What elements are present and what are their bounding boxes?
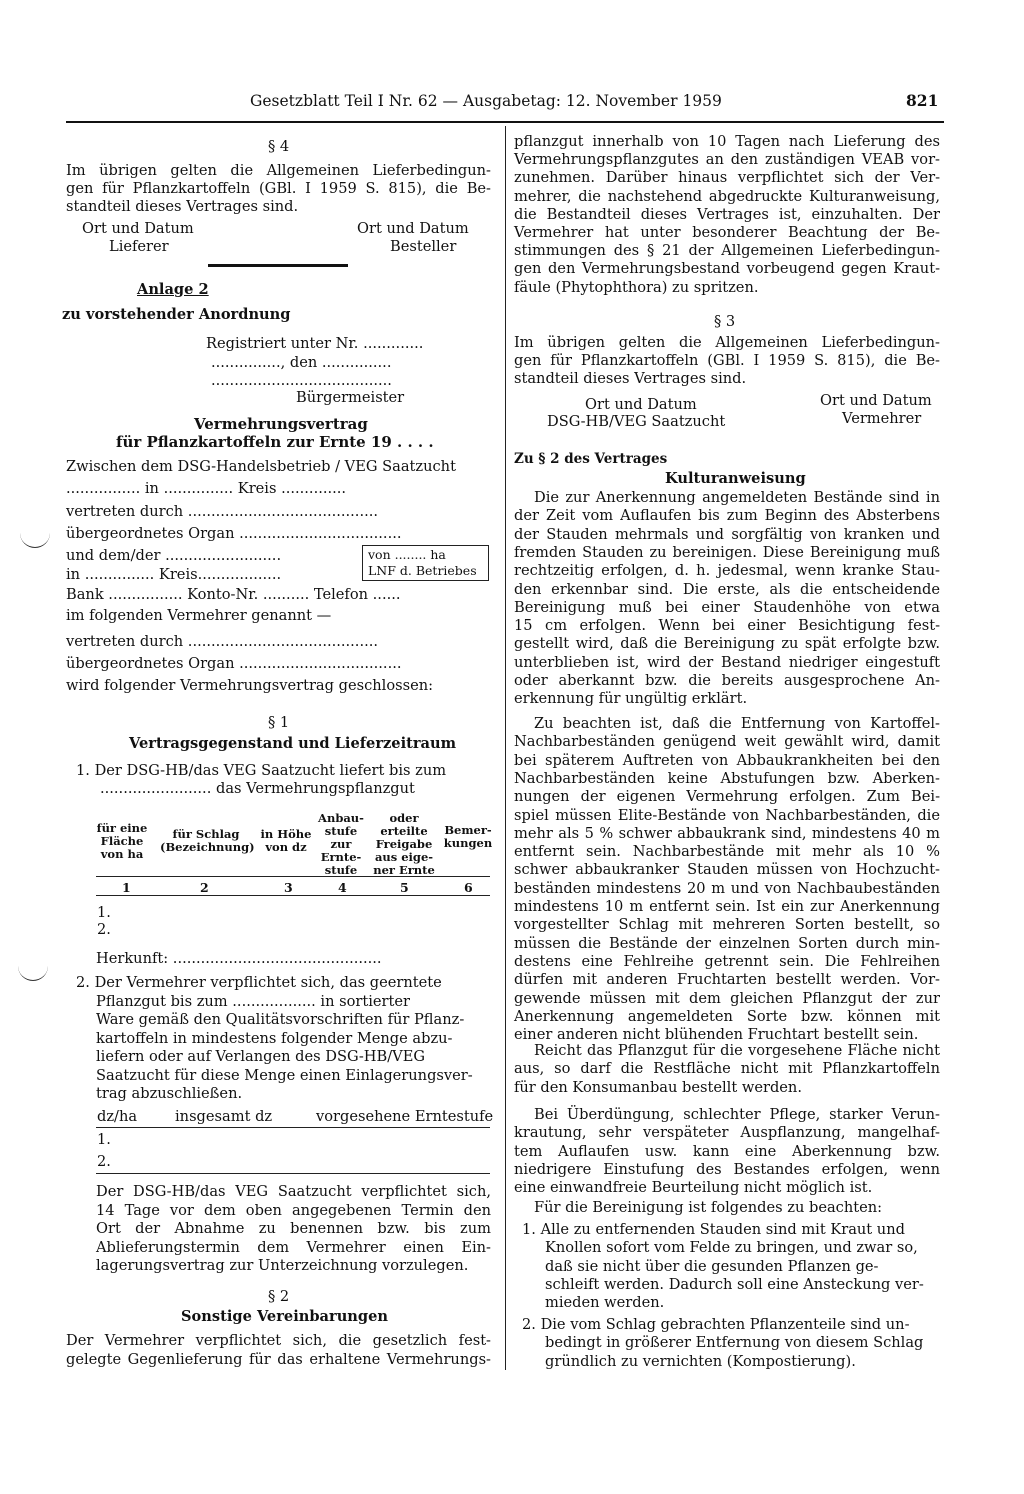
continuation-line: pflanzgut innerhalb von 10 Tagen nach Lieferung des [514, 133, 940, 150]
signature-left-role: Lieferer [109, 238, 169, 255]
dsg-line: 14 Tage vor dem oben angegebenen Termin den [96, 1201, 491, 1219]
kultur-paragraph-2-line: vorgestellter Schlag mit mehreren Sorten bestellt, so [514, 916, 940, 934]
kultur-paragraph-2-line: einer anderen nicht blühenden Fruchtart bestellt sein. [514, 1026, 919, 1044]
kultur-paragraph-2-line: mindestens 10 m entfernt sein. Ist ein zur Anerkennung [514, 898, 940, 915]
continuation-line: gen den Vermehrungsbestand vorbeugend gegen Kraut- [514, 260, 940, 278]
registration-line: Registriert unter Nr. ............. [206, 335, 424, 352]
dsg-line: lagerungsvertrag zur Unterzeichnung vorzulegen. [96, 1257, 469, 1274]
header-rule [66, 121, 944, 123]
kultur-paragraph-2-line: entfernt sein. Nachbarbestände mit mehr als 10 % [514, 843, 940, 861]
kultur-list-item-line: 1. Alle zu entfernenden Stauden sind mit Kraut und [522, 1221, 905, 1238]
kultur-list-item-line: gründlich zu vernichten (Kompostierung). [545, 1352, 856, 1370]
page-number: 821 [906, 91, 939, 110]
anlage-label: Anlage 2 [137, 281, 209, 298]
dsg-line: Ort der Abnahme zu benennen bzw. bis zum [96, 1220, 491, 1237]
item-2-line: liefern oder auf Verlangen des DSG-HB/VEG [96, 1048, 426, 1065]
contract-subtitle: für Pflanzkartoffeln zur Ernte 19 . . . . [116, 433, 434, 451]
kultur-paragraph-1-line: erkennung für ungültig erklärt. [514, 690, 748, 708]
separator-rule [208, 264, 348, 267]
form-line: im folgenden Vermehrer genannt — [66, 607, 332, 624]
kultur-paragraph-2-line: Nachbarbeständen keine Abstufungen bzw. Aberken- [514, 769, 940, 787]
contract-title: Vermehrungsvertrag [194, 415, 368, 433]
continuation-line: Vermehrer hat unter besonderer Beachtung der Be- [514, 224, 940, 241]
form-line: vertreten durch ......................................... [66, 503, 378, 520]
item-2-line: Saatzucht für diese Menge einen Einlagerungsver- [96, 1066, 473, 1084]
section-3-heading: § 3 [714, 313, 736, 330]
continuation-line: zunehmen. Darüber hinaus verpflichtet sich der Ver- [514, 169, 940, 187]
signature-2-right-place: Ort und Datum [820, 392, 932, 409]
item-1-line-2: ........................ das Vermehrungspflanzgut [100, 780, 415, 797]
kultur-paragraph-2-line: schwer abbaukranker Stauden müssen von Hochzucht- [514, 861, 940, 879]
kultur-paragraph-2-line: spiel müssen Elite-Bestände von Nachbarbeständen, die [514, 806, 940, 824]
signature-right-role: Besteller [390, 238, 457, 255]
table-1-column-number: 3 [284, 880, 293, 895]
continuation-line: die Bestandteil dieses Vertrages ist, einzuhalten. Der [514, 205, 940, 223]
kultur-paragraph-4-line: tem Auflaufen usw. kann eine Aberkennung bzw. [514, 1142, 940, 1160]
kultur-list-item-line: daß sie nicht über die gesunden Pflanzen ge- [545, 1257, 879, 1275]
kultur-list-item-line: schleift werden. Dadurch soll eine Ansteckung ver- [545, 1275, 924, 1293]
section-4-heading: § 4 [268, 138, 290, 155]
signature-2-left-place: Ort und Datum [585, 396, 697, 413]
kultur-paragraph-1-line: unterblieben ist, wird der Bestand niedriger eingestuft [514, 653, 940, 671]
header-title: Gesetzblatt Teil I Nr. 62 — Ausgabetag: 12. November 1959 [250, 92, 722, 110]
section-4-line: standteil dieses Vertrages sind. [66, 198, 299, 215]
form-line: übergeordnetes Organ ................................... [66, 525, 402, 542]
continuation-line: fäule (Phytophthora) zu spritzen. [514, 278, 759, 296]
table-1-rule-bottom [96, 895, 490, 896]
form-line: vertreten durch ......................................... [66, 633, 378, 650]
table-1-column-number: 5 [400, 880, 409, 895]
table-1-header: Bemer- kungen [443, 823, 493, 850]
table-1-header: für Schlag (Bezeichnung) [160, 827, 255, 854]
section-4-line: Im übrigen gelten die Allgemeinen Lieferbedingun- [66, 162, 491, 179]
kultur-paragraph-2-line: bei späterem Auftreten von Abbaukrankheiten bei den [514, 751, 940, 769]
kultur-paragraph-4-line: Bei Überdüngung, schlechter Pflege, starker Verun- [534, 1106, 940, 1123]
section-2-line: gelegte Gegenlieferung für das erhaltene Vermehrungs- [66, 1350, 491, 1368]
area-box-line-2: LNF d. Betriebes [368, 563, 477, 578]
kultur-paragraph-2-line: beständen mindestens 20 m und von Nachbaubeständen [514, 879, 940, 897]
table-2-rule-bottom [96, 1173, 490, 1174]
table-1-header: Anbau- stufe zur Ernte- stufe [318, 811, 364, 877]
form-line: ................ in ............... Kreis .............. [66, 480, 347, 497]
table-2-row-1: 1. [97, 1131, 111, 1148]
item-2-line: trag abzuschließen. [96, 1085, 243, 1102]
form-line: übergeordnetes Organ ................................... [66, 655, 402, 672]
continuation-line: Vermehrungspflanzgutes an den zuständigen VEAB vor- [514, 151, 940, 169]
item-1-line-1: 1. Der DSG-HB/das VEG Saatzucht liefert bis zum [76, 762, 447, 779]
kultur-list-item-line: bedingt in größerer Entfernung von diesem Schlag [545, 1334, 924, 1352]
kultur-paragraph-2-line: müssen die Bestände der einzelnen Sorten durch min- [514, 934, 940, 952]
kultur-paragraph-1-line: Die zur Anerkennung angemeldeten Bestände sind in [534, 489, 940, 506]
kultur-list-item-line: 2. Die vom Schlag gebrachten Pflanzenteile sind un- [522, 1316, 910, 1333]
anordnung-label: zu vorstehender Anordnung [62, 306, 291, 323]
dsg-line: Ablieferungstermin dem Vermehrer einen Ein- [96, 1238, 491, 1256]
registration-line: ....................................... [211, 372, 392, 389]
buergermeister-label: Bürgermeister [296, 389, 405, 406]
kultur-paragraph-2-line: Nachbarbeständen genügend weit gewählt wird, damit [514, 733, 940, 751]
table-2-row-2: 2. [97, 1153, 111, 1170]
kultur-paragraph-3-line: aus, so darf die Restfläche nicht mit Pflanzkartoffeln [514, 1060, 940, 1078]
table-1-column-number: 4 [338, 880, 347, 895]
area-box-line-1: von ........ ha [368, 547, 446, 562]
table-1-header: für eine Fläche von ha [96, 821, 148, 861]
table-1-row-1: 1. [97, 904, 111, 921]
form-line: Bank ................ Konto-Nr. .......... Telefon ...... [66, 586, 401, 603]
signature-2-left-role: DSG-HB/VEG Saatzucht [547, 413, 726, 430]
table-1-header: in Höhe von dz [260, 827, 312, 854]
form-line: wird folgender Vermehrungsvertrag geschlossen: [66, 677, 434, 694]
table-1-column-number: 2 [200, 880, 209, 895]
kultur-paragraph-2-line: Anerkennung angemeldeten Sorte bzw. können mit [514, 1007, 940, 1025]
kultur-paragraph-1-line: oder aberkannt bzw. die bereits ausgesprochene An- [514, 672, 940, 689]
margin-mark-2 [18, 966, 48, 981]
signature-2-right-role: Vermehrer [842, 410, 922, 427]
signature-right-place: Ort und Datum [357, 220, 469, 237]
table-1-column-number: 1 [122, 880, 131, 895]
signature-left-place: Ort und Datum [82, 220, 194, 237]
item-2-line: 2. Der Vermehrer verpflichtet sich, das geerntete [76, 974, 442, 991]
kultur-paragraph-1-line: Bereinigung muß bei einer Staudenhöhe von etwa [514, 598, 940, 616]
section-2-title: Sonstige Vereinbarungen [181, 1308, 389, 1325]
kultur-paragraph-4-line: niedrigere Einstufung des Bestandes erfolgen, wenn [514, 1160, 940, 1178]
kultur-list-item-line: Knollen sofort vom Felde zu bringen, und zwar so, [545, 1239, 918, 1257]
kultur-paragraph-5: Für die Bereinigung ist folgendes zu beachten: [534, 1199, 883, 1216]
section-3-line: gen für Pflanzkartoffeln (GBl. I 1959 S. 815), die Be- [514, 352, 940, 369]
kultur-paragraph-3-line: für den Konsumanbau bestellt werden. [514, 1078, 802, 1096]
item-2-line: kartoffeln in mindestens folgender Menge abzu- [96, 1029, 453, 1047]
dsg-line: Der DSG-HB/das VEG Saatzucht verpflichtet sich, [96, 1183, 491, 1200]
section-1-title: Vertragsgegenstand und Lieferzeitraum [129, 735, 457, 752]
continuation-line: mehrer, die nachstehend abgedruckte Kulturanweisung, [514, 187, 940, 205]
kultur-paragraph-2-line: mehr als 5 % schwer abbaukrank sind, mindestens 40 m [514, 824, 940, 842]
kultur-paragraph-1-line: der Stauden mehrmals und sorgfältig von kranken und [514, 525, 940, 543]
section-2-line: Der Vermehrer verpflichtet sich, die gesetzlich fest- [66, 1332, 491, 1349]
kultur-paragraph-2-line: destens eine Fehlreihe getrennt sein. Die Fehlreihen [514, 952, 940, 970]
table-1-row-2: 2. [97, 921, 111, 938]
section-2-heading: § 2 [268, 1288, 290, 1305]
kultur-paragraph-4-line: krautung, sehr verspäteter Auspflanzung, mangelhaf- [514, 1124, 940, 1142]
kultur-paragraph-1-line: den erkennbar sind. Die erste, als die entscheidende [514, 580, 940, 598]
kultur-paragraph-3-line: Reicht das Pflanzgut für die vorgesehene Fläche nicht [534, 1042, 940, 1059]
section-1-heading: § 1 [268, 714, 290, 731]
kultur-paragraph-1-line: der Zeit vom Auflaufen bis zum Beginn des Absterbens [514, 507, 940, 525]
column-divider [505, 126, 506, 1370]
kultur-paragraph-2-line: nungen der eigenen Vermehrung erfolgen. Zum Bei- [514, 788, 940, 806]
form-line: in ............... Kreis.................. [66, 566, 282, 583]
kultur-paragraph-2-line: dürfen mit anderen Fruchtarten bestellt werden. Vor- [514, 971, 940, 989]
kultur-paragraph-2-line: Zu beachten ist, daß die Entfernung von Kartoffel- [534, 715, 940, 732]
herkunft-line: Herkunft: ............................................. [96, 950, 382, 967]
kultur-paragraph-1-line: fremden Stauden zu bereinigen. Diese Bereinigung muß [514, 543, 940, 561]
kultur-list-item-line: mieden werden. [545, 1294, 665, 1312]
table-2-rule [96, 1127, 490, 1128]
kultur-paragraph-1-line: 15 cm erfolgen. Wenn bei einer Besichtigung fest- [514, 617, 940, 635]
margin-mark-1 [20, 533, 50, 548]
item-2-line: Ware gemäß den Qualitätsvorschriften für Pflanz- [96, 1011, 465, 1028]
section-4-line: gen für Pflanzkartoffeln (GBl. I 1959 S. 815), die Be- [66, 180, 491, 197]
zu-paragraph-2-label: Zu § 2 des Vertrages [514, 451, 668, 467]
form-line: Zwischen dem DSG-Handelsbetrieb / VEG Saatzucht [66, 458, 456, 475]
kultur-paragraph-2-line: gewende müssen mit dem gleichen Pflanzgut der zur [514, 989, 940, 1007]
section-3-line: standteil dieses Vertrages sind. [514, 370, 747, 387]
table-1-column-number: 6 [464, 880, 473, 895]
table-1-header: oder erteilte Freigabe aus eige- ner Ernte [373, 811, 435, 877]
item-2-line: Pflanzgut bis zum .................. in sortierter [96, 992, 411, 1010]
form-line: und dem/der ......................... [66, 547, 282, 564]
kultur-paragraph-4-line: eine einwandfreie Beurteilung nicht möglich ist. [514, 1179, 873, 1197]
kulturanweisung-title: Kulturanweisung [665, 470, 806, 487]
registration-line: ..............., den ............... [211, 353, 392, 371]
continuation-line: stimmungen des § 21 der Allgemeinen Lieferbedingun- [514, 242, 940, 260]
table-2-header-dzha: dz/ha [97, 1108, 138, 1125]
table-2-header-insgesamt: insgesamt dz [175, 1108, 273, 1125]
kultur-paragraph-1-line: rechtzeitig erfolgen, d. h. jedesmal, wenn kranke Stau- [514, 562, 940, 580]
kultur-paragraph-1-line: gestellt wird, daß die Bereinigung zu spät erfolgte bzw. [514, 635, 940, 653]
table-2-header-erntestufe: vorgesehene Erntestufe [316, 1108, 494, 1125]
section-3-line: Im übrigen gelten die Allgemeinen Lieferbedingun- [514, 334, 940, 351]
